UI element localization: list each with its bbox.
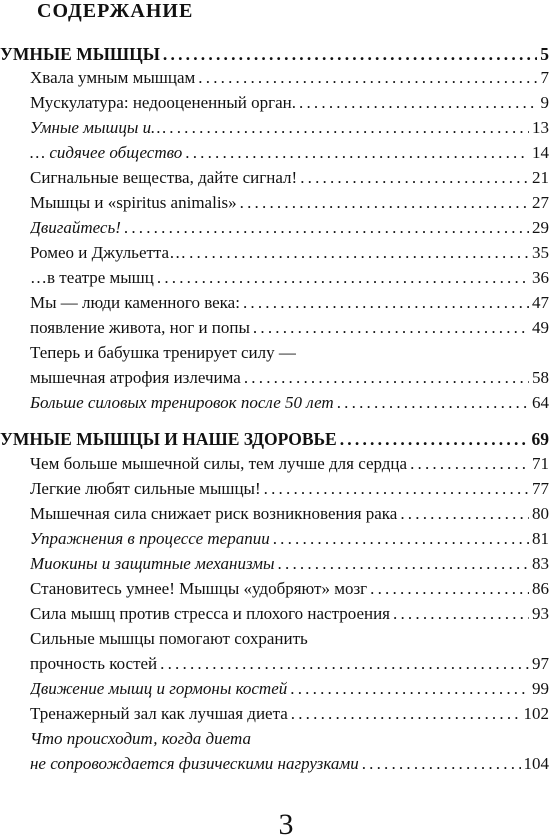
toc-page-number: 58 [532,368,549,387]
toc-entry-title: прочность костей [30,654,158,673]
toc-entry-title: УМНЫЕ МЫШЦЫ [0,44,160,64]
dot-leader [189,241,529,265]
toc-page-number: 83 [532,554,549,573]
toc-entry-title: не сопровождается физическими нагрузками [30,754,359,773]
toc-page-number: 102 [523,704,549,723]
toc-entry-title: Теперь и бабушка тренирует силу — [30,343,296,362]
toc-entry-title: Больше силовых тренировок после 50 лет [30,393,334,412]
dot-leader [157,266,529,290]
toc-entry [30,752,550,776]
toc-page-number: 93 [532,604,549,623]
toc-page-number: 13 [532,118,549,137]
toc-entry-title: Сила мышц против стресса и плохого настроения [30,604,391,623]
toc-entry-title: Миокины и защитные механизмы [30,554,275,573]
dot-leader [278,552,529,576]
toc-page-number: 80 [532,504,549,523]
toc-entry [30,391,550,415]
toc-entry [30,452,550,476]
dot-leader [370,577,529,601]
toc-entry [30,502,550,526]
toc-page-number: 49 [532,318,549,337]
toc-entry [30,316,550,340]
page-number [266,806,306,836]
toc-page-number: 64 [532,393,549,412]
toc-entry-title: появление живота, ног и попы [30,318,250,337]
toc-entry-title: … сидячее общество [30,143,183,162]
toc-page-number: 69 [531,429,549,449]
toc-entry-title: Легкие любят сильные мышцы! [30,479,261,498]
dot-leader [362,752,521,776]
toc-page-number: 104 [523,754,549,773]
toc-entry-title: Что происходит, когда диета [30,729,251,748]
dot-leader [300,166,529,190]
toc-entry-title: Ромео и Джульетта… [30,243,187,262]
dot-leader [400,502,529,526]
toc-entry-title: Движение мышц и гормоны костей [30,679,288,698]
dot-leader [291,702,521,726]
toc-entry-title: УМНЫЕ МЫШЦЫ И НАШЕ ЗДОРОВЬЕ [0,429,337,449]
toc-page-number: 5 [540,44,549,64]
toc-page-number: 7 [540,68,549,87]
toc-page-number: 29 [532,218,549,237]
toc-entry [30,677,550,701]
toc-entry [30,166,550,190]
toc-page-number: 36 [532,268,549,287]
toc-page-number: 21 [532,168,549,187]
toc-entry [30,366,550,390]
dot-leader [160,652,529,676]
toc-entry-title: Тренажерный зал как лучшая диета [30,704,288,723]
toc-entry [30,241,550,265]
dot-leader [244,366,529,390]
toc-page-number: 77 [532,479,549,498]
toc-entry [30,141,550,165]
toc-entry [30,341,550,365]
toc-entry [30,91,550,115]
toc-entry-title: Сильные мышцы помогают сохранить [30,629,308,648]
toc-entry-title: Двигайтесь! [30,218,121,237]
toc-entry [30,291,550,315]
toc-entry [30,577,550,601]
toc-entry-title: Упражнения в процессе терапии [30,529,270,548]
toc-page-number: 35 [532,243,549,262]
toc-page-number: 27 [532,193,549,212]
dot-leader [340,427,529,451]
toc-entry-title: Умные мышцы и… [30,118,167,137]
toc-entry-title: мышечная атрофия излечима [30,368,241,387]
dot-leader [163,42,537,66]
dot-leader [410,452,529,476]
dot-leader [337,391,529,415]
dot-leader [169,116,529,140]
page-title: СОДЕРЖАНИЕ [37,0,194,22]
dot-leader [243,291,529,315]
dot-leader [240,191,529,215]
toc-entry-title: Мышцы и «spiritus animalis» [30,193,237,212]
toc-entry-title: Хвала умным мышцам [30,68,196,87]
toc-entry [30,216,550,240]
toc-entry-title: Становитесь умнее! Мышцы «удобряют» мозг [30,579,368,598]
toc-entry [30,627,550,651]
toc-page-number: 81 [532,529,549,548]
toc-page-number: 86 [532,579,549,598]
toc-page-number: 9 [540,93,549,112]
toc-section-heading [0,427,550,451]
toc-page-number: 14 [532,143,549,162]
dot-leader [124,216,529,240]
dot-leader [299,91,537,115]
toc-page-number: 71 [532,454,549,473]
toc-entry [30,266,550,290]
toc-entry [30,527,550,551]
toc-entry-title: Мышечная сила снижает риск возникновения рака [30,504,398,523]
toc-entry [30,191,550,215]
dot-leader [185,141,529,165]
dot-leader [393,602,529,626]
toc-entry [30,602,550,626]
toc-page-number: 99 [532,679,549,698]
toc-page-number: 47 [532,293,549,312]
toc-entry-title: Чем больше мышечной силы, тем лучше для сердца [30,454,408,473]
toc-entry-title: …в театре мышц [30,268,154,287]
toc-entry [30,727,550,751]
toc-entry [30,477,550,501]
toc-page-number: 97 [532,654,549,673]
toc-entry [30,652,550,676]
toc-entry-title: Сигнальные вещества, дайте сигнал! [30,168,298,187]
toc-entry [30,66,550,90]
toc-section-heading [0,42,550,66]
toc-entry-title: Мы — люди каменного века: [30,293,240,312]
toc-entry [30,116,550,140]
dot-leader [273,527,529,551]
toc-entry [30,702,550,726]
toc-entry [30,552,550,576]
dot-leader [290,677,529,701]
dot-leader [264,477,529,501]
dot-leader [198,66,537,90]
toc-entry-title: Мускулатура: недооцененный орган. [30,93,297,112]
page-number-text: 3 [278,808,294,836]
dot-leader [253,316,529,340]
